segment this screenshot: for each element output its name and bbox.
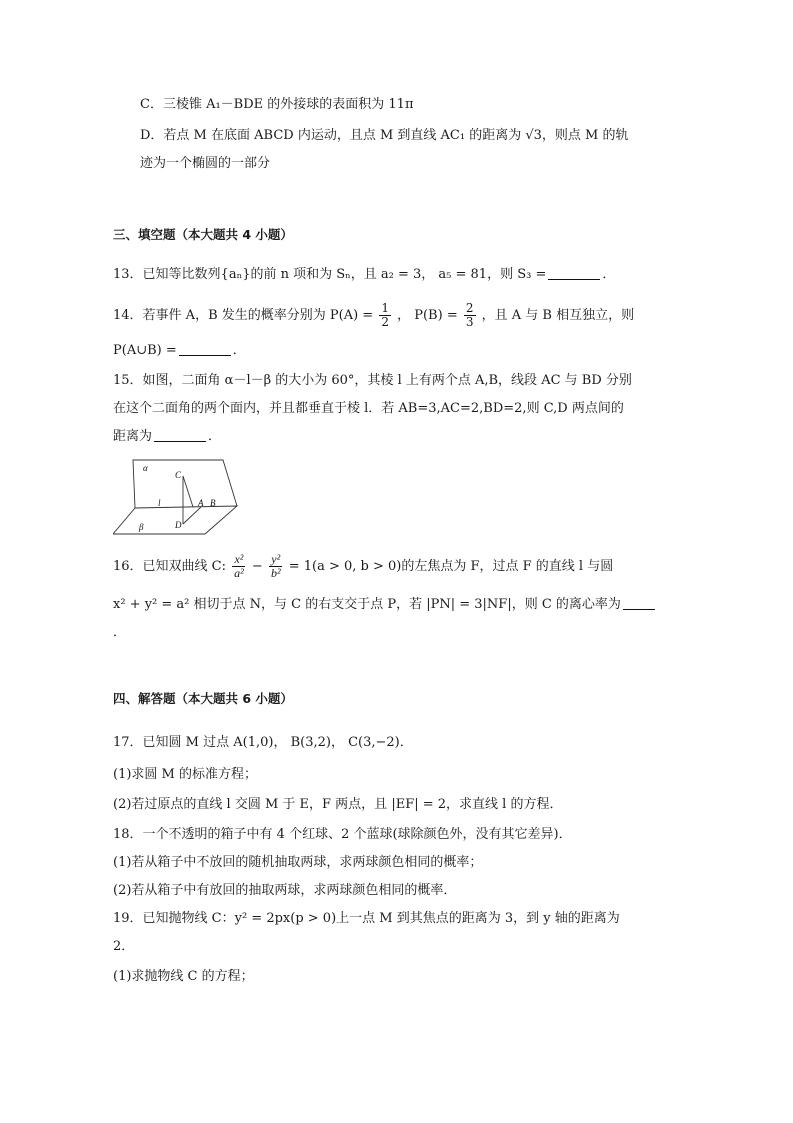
answer-blank: [623, 597, 655, 610]
section-3-title: 三、填空题（本大题共 4 小题）: [113, 227, 293, 242]
option-c: C．三棱锥 A₁－BDE 的外接球的表面积为 11π: [140, 97, 414, 112]
label-b: B: [210, 498, 216, 508]
question-16-line2: [113, 596, 657, 614]
dihedral-angle-figure: [113, 456, 241, 536]
question-16-end: ．: [113, 625, 127, 640]
question-13: [113, 266, 615, 284]
label-alpha: α: [143, 463, 148, 473]
label-d: D: [175, 520, 182, 530]
question-18-line3: (2)若从箱子中有放回的抽取两球，求两球颜色相同的概率．: [113, 883, 457, 898]
question-14-line2: [113, 342, 246, 360]
plane-alpha: [133, 460, 237, 508]
question-15-line1: 15．如图，二面角 α－l－β 的大小为 60°，其棱 l 上有两个点 A,B，线段 AC 与 BD 分别: [113, 373, 632, 388]
segment-ca: [183, 476, 193, 507]
label-beta: β: [139, 522, 144, 532]
q14-end: ．: [232, 343, 246, 358]
question-17-line1: 17．已知圆 M 过点 A(1,0)， B(3,2)， C(3,−2)．: [113, 735, 413, 750]
fraction-x2-a2: $\frac{\text{x²}}{\text{a²}}$: [234, 552, 244, 580]
q13-text: 13．已知等比数列{aₙ}的前 n 项和为 Sₙ，且 a₂ = 3， a₅ = 81，则 S₃ =: [113, 267, 547, 282]
answer-blank: [154, 429, 206, 442]
q15-end: ．: [208, 429, 222, 444]
q15-line3: 距离为: [113, 429, 153, 444]
question-19-line1: 19．已知抛物线 C：y² = 2px(p > 0)上一点 M 到其焦点的距离为 3，到 y 轴的距离为: [113, 911, 620, 926]
segment-db: [183, 507, 201, 524]
question-14-line1: [113, 302, 634, 329]
q16-post: = 1(a > 0, b > 0)的左焦点为 F，过点 F 的直线 l 与圆: [288, 559, 614, 574]
label-c: C: [175, 470, 182, 480]
q16-pre: 16．已知双曲线 C:: [113, 559, 227, 574]
answer-blank: [179, 343, 231, 356]
question-15-line3: [113, 428, 221, 446]
question-16-line1: [113, 553, 613, 580]
label-a: A: [198, 498, 204, 508]
q13-end: ．: [602, 267, 616, 282]
question-17-line2: (1)求圆 M 的标准方程；: [113, 767, 257, 782]
section-4-title: 四、解答题（本大题共 6 小题）: [113, 691, 293, 706]
option-d-line2: 迹为一个椭圆的一部分: [140, 156, 271, 171]
fraction-two-thirds: $\frac{2}{3}$: [465, 301, 474, 329]
question-19-line2: 2．: [113, 939, 135, 954]
q14-mid: ， P(B) =: [397, 308, 458, 323]
fraction-y2-b2: $\frac{\text{y²}}{\text{b²}}$: [270, 552, 281, 580]
question-18-line1: 18．一个不透明的箱子中有 4 个红球、2 个蓝球(球除颜色外，没有其它差异)．: [113, 827, 572, 842]
q16-minus: −: [251, 559, 263, 574]
q14-line2: P(A∪B) =: [113, 343, 177, 358]
question-17-line3: (2)若过原点的直线 l 交圆 M 于 E，F 两点，且 |EF| = 2，求直线 l 的方程．: [113, 797, 563, 812]
question-15-line2: 在这个二面角的两个面内，并且都垂直于棱 l．若 AB=3,AC=2,BD=2,则 C,D 两点间的: [113, 401, 624, 416]
label-l: l: [158, 498, 161, 508]
fraction-one-half: $\frac{1}{2}$: [381, 301, 389, 329]
q16-line2: x² + y² = a² 相切于点 N，与 C 的右支交于点 P，若 |PN| = 3|NF|，则 C 的离心率为: [113, 597, 621, 612]
q14-pre: 14．若事件 A，B 发生的概率分别为 P(A) =: [113, 308, 374, 323]
question-19-line3: (1)求抛物线 C 的方程；: [113, 969, 254, 984]
option-d-line1: D．若点 M 在底面 ABCD 内运动，且点 M 到直线 AC₁ 的距离为 √3，则点 M 的轨: [140, 128, 629, 143]
question-18-line2: (1)若从箱子中不放回的随机抽取两球，求两球颜色相同的概率；: [113, 855, 483, 870]
q14-post: ，且 A 与 B 相互独立，则: [481, 308, 635, 323]
answer-blank: [548, 267, 600, 280]
